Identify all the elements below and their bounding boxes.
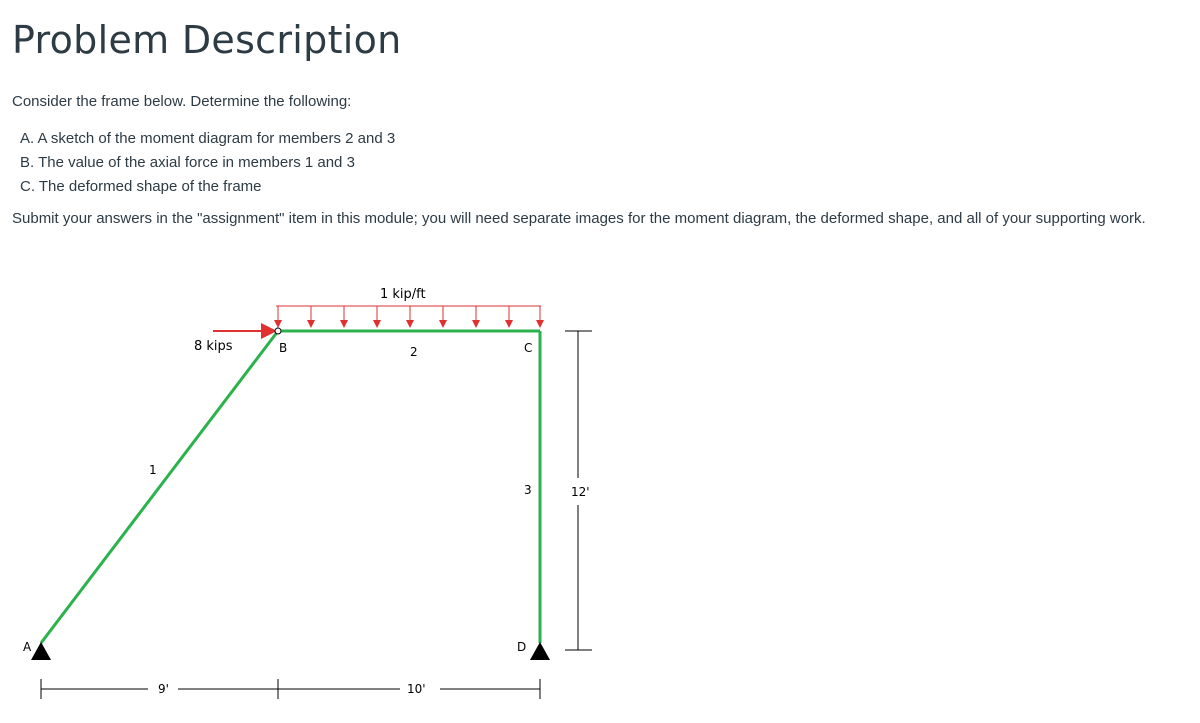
task-item-a: A. A sketch of the moment diagram for members 2 and 3 (20, 130, 396, 147)
dimension-label-12ft: 12' (571, 485, 590, 499)
submit-note: Submit your answers in the "assignment" item in this module; you will need separate images for the moment diagram, the deformed shape, and all of your supporting work. (12, 210, 1146, 227)
frame-members (41, 331, 540, 643)
dimension-label-10ft: 10' (407, 682, 426, 696)
member-label-2: 2 (410, 345, 418, 359)
support-a-icon (31, 642, 51, 660)
member-label-3: 3 (524, 483, 532, 497)
distributed-load (276, 287, 541, 327)
node-label-c: C (524, 341, 533, 355)
member-1 (41, 331, 278, 643)
dimension-label-9ft: 9' (158, 682, 169, 696)
node-label-d: D (517, 640, 527, 654)
horizontal-dimension (41, 679, 540, 699)
task-item-c: C. The deformed shape of the frame (20, 178, 262, 195)
member-label-1: 1 (149, 463, 157, 477)
intro-text: Consider the frame below. Determine the following: (12, 93, 352, 110)
node-label-b: B (279, 341, 288, 355)
node-label-a: A (23, 640, 32, 654)
distributed-load-label: 1 kip/ft (380, 287, 426, 302)
point-load-label: 8 kips (194, 339, 233, 354)
support-d-icon (530, 642, 550, 660)
hinge-b (275, 328, 281, 334)
load-arrows (278, 306, 540, 327)
task-item-b: B. The value of the axial force in members 1 and 3 (20, 154, 355, 171)
page-title: Problem Description (12, 18, 402, 62)
